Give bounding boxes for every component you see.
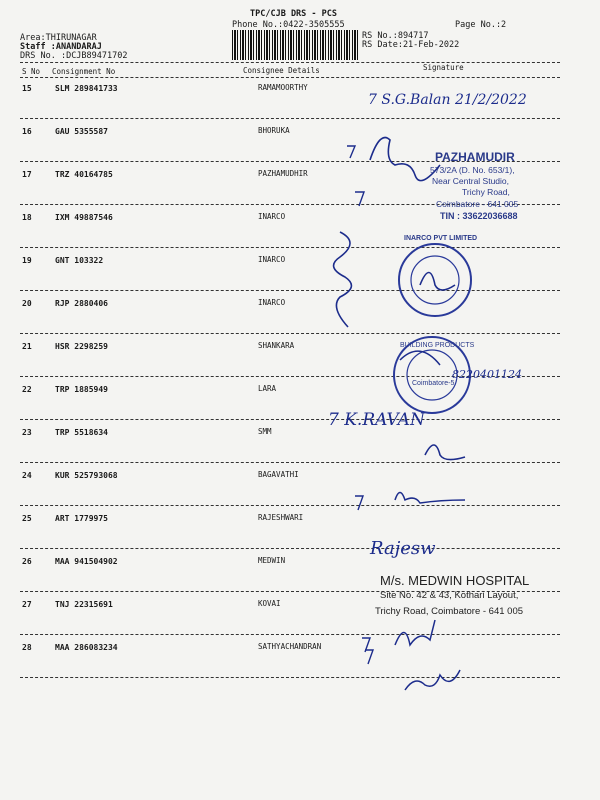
row-consignee: INARCO (258, 298, 286, 307)
row-consignee: LARA (258, 384, 277, 393)
shankara-seal-text: BUILDING PRODUCTS (400, 342, 475, 349)
stamp-pazhamudir-line4: Coimbatore - 641 005 (436, 199, 519, 209)
row-consignee: SHANKARA (258, 341, 295, 350)
shankara-seal-city: Coimbatore-5 (412, 380, 455, 387)
row-consignment: RJP 2880406 (55, 299, 108, 308)
row-consignment: GAU 5355587 (55, 127, 108, 136)
row-sno: 20 (22, 299, 32, 308)
row-sno: 26 (22, 557, 32, 566)
row-consignment: KUR 525793068 (55, 471, 118, 480)
row-sno: 18 (22, 213, 32, 222)
row-sno: 28 (22, 643, 32, 652)
row-consignment: TNJ 22315691 (55, 600, 113, 609)
handwriting-row-25: Rajesw (370, 538, 436, 559)
row-consignee: PAZHAMUDHIR (258, 169, 308, 178)
row-sno: 27 (22, 600, 32, 609)
row-sno: 16 (22, 127, 32, 136)
stamp-medwin-line1: Site No. 42 & 43, Kothari Layout, (380, 590, 519, 601)
row-consignee: RAJESHWARI (258, 513, 304, 522)
row-consignee: KOVAI (258, 599, 281, 608)
row-consignee: INARCO (258, 212, 286, 221)
signature-rows-18-20 (334, 232, 352, 327)
row-consignment: TRP 1885949 (55, 385, 108, 394)
col-sno: S No (22, 67, 41, 76)
stamp-pazhamudir-line2: Near Central Studio, (432, 176, 510, 186)
row-consignee: SMM (258, 427, 272, 436)
rs-date: RS Date:21-Feb-2022 (362, 40, 460, 50)
row-consignee: BHORUKA (258, 126, 290, 135)
row-sno: 15 (22, 84, 32, 93)
area-value: :THIRUNAGAR (40, 33, 97, 43)
drs-value: :DCJB89471702 (60, 51, 128, 61)
staff-value: :ANANDARAJ (50, 42, 102, 52)
row-consignment: GNT 103322 (55, 256, 104, 265)
document-title: TPC/CJB DRS - PCS (250, 9, 337, 19)
row-sno: 17 (22, 170, 32, 179)
phone-number: Phone No.:0422-3505555 (232, 20, 345, 30)
stamp-medwin-name: M/s. MEDWIN HOSPITAL (380, 573, 530, 588)
rs-number: RS No.:894717 (362, 31, 429, 41)
stamp-pazhamudir-line3: Trichy Road, (462, 187, 510, 197)
handwriting-row-15: 7 S.G.Balan 21/2/2022 (368, 92, 527, 108)
signature-row-17 (355, 192, 364, 206)
row-consignee: BAGAVATHI (258, 470, 299, 479)
row-consignment: SLM 289841733 (55, 84, 118, 93)
stamp-pazhamudir-line1: 573/2A (D. No. 653/1), (430, 165, 515, 175)
row-sno: 22 (22, 385, 32, 394)
row-consignee: INARCO (258, 255, 286, 264)
stamp-medwin-line2: Trichy Road, Coimbatore - 641 005 (375, 606, 524, 617)
staff-label: Staff (20, 42, 46, 52)
signature-row-23 (425, 445, 465, 460)
inarco-seal-text: INARCO PVT LIMITED (404, 235, 478, 242)
signature-row-28 (365, 650, 373, 664)
handwriting-row-21: 8220401124 (452, 368, 522, 381)
row-sno: 24 (22, 471, 32, 480)
row-consignee: MEDWIN (258, 556, 286, 565)
row-sno: 19 (22, 256, 32, 265)
inarco-seal (399, 244, 471, 316)
area-label: Area (20, 33, 41, 43)
row-consignment: IXM 49887546 (55, 213, 113, 222)
row-consignment: ART 1779975 (55, 514, 108, 523)
row-sno: 25 (22, 514, 32, 523)
row-consignee: RAMAMOORTHY (258, 83, 308, 92)
row-sno: 21 (22, 342, 32, 351)
row-consignment: TRP 5518634 (55, 428, 108, 437)
col-consignment: Consignment No (52, 67, 116, 76)
col-consignee: Consignee Details (243, 66, 320, 75)
row-consignment: HSR 2298259 (55, 342, 108, 351)
stamp-pazhamudir-tin: TIN : 33622036688 (440, 211, 518, 221)
row-sno: 23 (22, 428, 32, 437)
handwriting-row-22: 7 K.RAVAN (328, 410, 425, 430)
row-consignment: MAA 286083234 (55, 643, 118, 652)
row-consignee: SATHYACHANDRAN (258, 642, 322, 651)
page-number: Page No.:2 (455, 20, 507, 30)
col-signature: Signature (423, 63, 464, 72)
drs-label: DRS No. (20, 51, 56, 61)
row-consignment: MAA 941504902 (55, 557, 118, 566)
row-consignment: TRZ 40164785 (55, 170, 113, 179)
signature-row-24 (355, 496, 363, 510)
stamp-pazhamudir-name: PAZHAMUDIR (435, 150, 515, 164)
